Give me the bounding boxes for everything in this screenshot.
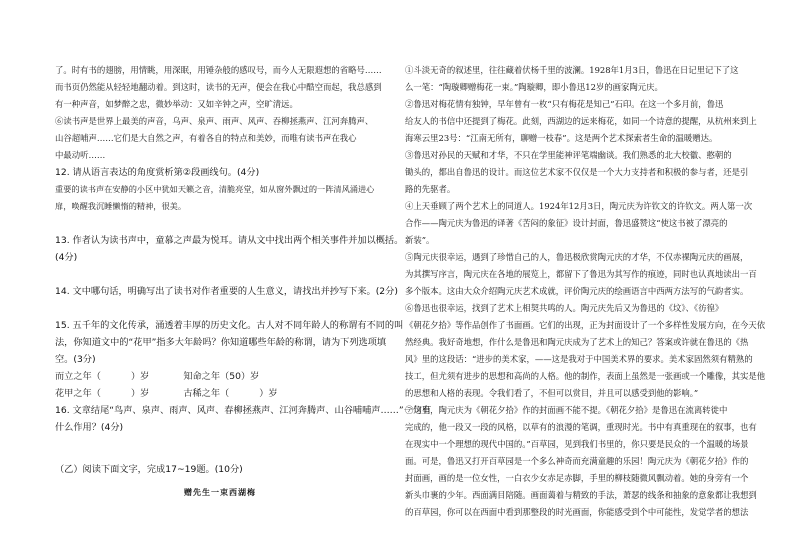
blank-unit: ）岁 xyxy=(130,371,150,382)
question-13: 13. 作者认为读书声中，童慕之声最为悦耳。请从文中找出两个相关事件并加以概括。 xyxy=(55,235,404,246)
para-6-line: ⑥鲁迅也很幸运，找到了艺术上相契共鸣的人。陶元庆先后又为鲁迅的《坟》、《彷徨》 xyxy=(405,303,724,313)
question-15: 法，你知道文中的“花甲”指多大年龄吗？你知道哪些年龄的称谓，请为下列选项填 xyxy=(55,337,387,348)
para-4-line: ④上天垂顾了两个艺术上的同道人。1924年12月3日，陶元庆为许钦文的许钦文。两人第一次 xyxy=(405,201,753,211)
answer-space xyxy=(55,215,385,232)
para-2-line: 海寒云里23号：“江南无所有，聊赠一枝春”。这是两个艺术探索者生命的温暖赠达。 xyxy=(405,133,718,143)
para-5-line: 而书页仍然能从轻轻地翻动着。到这时，读书的无声，便会在我心中酷空而起，我总感到 xyxy=(55,82,382,92)
question-14: 14. 文中哪句话，明确写出了读书对作者重要的人生意义，请找出并抄写下来。(2分) xyxy=(55,286,398,297)
para-1-line: 么一笔：“陶璇卿赠梅花一束。”陶璇卿，即小鲁迅12岁的画家陶元庆。 xyxy=(405,82,663,92)
para-3-line: ③鲁迅对孙民的天赋和才华，不只在学里能神评笔端幽谈。我们熟悉的北大校徽、憨朝的 xyxy=(405,150,732,160)
right-column xyxy=(405,62,766,521)
blank[interactable] xyxy=(101,368,131,385)
article-title: 赠先生一束西湖梅 xyxy=(184,487,256,497)
known-age: 知命之年（50）岁 xyxy=(183,371,260,382)
para-6-line: ⑥读书声是世界上最美的声音，乌声、泉声、雨声、风声、吞柳拯燕声、江河奔腾声、 xyxy=(55,116,374,126)
para-7-line: 在现实中一个理想的现代中国的。”百草园，见到我们书里的，你只要是民众的一个温暖的场景 xyxy=(405,439,749,449)
blank-label: 而立之年（ xyxy=(55,371,101,382)
question-13-score: (4分) xyxy=(55,252,78,263)
answer-12-line: 扉，唤醒我沉睡懒惰的精神，很美。 xyxy=(55,201,187,211)
para-5-line: 多个版本。这由大众介绍陶元庆艺术成就，评价陶元庆的绘画语言中西两方法写的气韵者实。 xyxy=(405,286,749,296)
para-5-line: 为其撰写序言，陶元庆在各地的展览上，都留下了鲁迅为其写作的痕迹，同时也认真地读出一百 xyxy=(405,269,757,279)
para-7-line: 封面画，画的是一位女性，一白衣少女赤足赤脚，手里的柳枝随微风飘动着。她的身旁有一个 xyxy=(405,473,749,483)
para-6-line: 技工，但尤须有进步的思想和高尚的人格。他的制作，表面上虽然是一张画或一个雕像，其实是他 xyxy=(405,371,766,381)
para-2-line: 给友人的书信中还提到了梅花。此刻，西湖边的远来梅花，如同一个诗意的提醒，从杭州来到上 xyxy=(405,116,757,126)
para-7-line: 的百草园，你可以在西面中看到那整段的时光画面，你能感受到个中可能性，发觉学者的想法 xyxy=(405,507,749,517)
answer-space xyxy=(55,300,385,317)
para-5-line: 了。时有书的翅膀，用情眺，用深眠，用锤杂般的感叹号，而今人无限遐想的省略号…… xyxy=(55,65,382,75)
para-6-line: 山谷超哺声……它们是大自然之声，有着各自的特点和美妙，而唯有读书声在我心 xyxy=(55,133,357,143)
answer-12-line: 重要的读书声在安静的小区中犹如天籁之音，清脆亮堂，如从窗外飘过的一阵清风涌进心 xyxy=(55,184,375,194)
para-4-line: 新装”。 xyxy=(405,235,435,245)
para-3-line: 路的先驱者。 xyxy=(405,184,456,194)
para-7-line: 完成的，他一段又一段的风格，以草有的浪漫的笔调，重现时光。书中有真重现在的叙事，也有 xyxy=(405,422,757,432)
blank[interactable] xyxy=(229,385,259,402)
blank-unit: ）岁 xyxy=(259,388,278,399)
para-4-line: 合作——陶元庆为鲁迅的译著《苦闷的象征》设计封面，鲁迅盛赞这“使这书被了漂亮的 xyxy=(405,218,728,228)
para-5-line: ⑤陶元庆很幸运，遇到了珍惜自己的人，鲁迅极欣赏陶元庆的才华，不仅赤裸陶元庆的画展， xyxy=(405,252,749,262)
question-15-row-2 xyxy=(55,385,385,402)
question-15: 空。(3分) xyxy=(55,354,96,365)
question-16: 什么作用？(4分) xyxy=(55,422,124,433)
para-7-line: 面。可是，鲁迅又打开百草园是一个多么神奇而充满童趣的乐园！陶元庆为《朝花夕拾》作的 xyxy=(405,456,749,466)
para-5-line: 有一种声音，如梦醉之忠，微妙举动：又如辛钟之声，空旷清远。 xyxy=(55,99,298,109)
question-16: 16. 文章结尾“鸟声、泉声、雨声、风声、春柳拯燕声、江河奔腾声、山谷哺哺声……”一句有 xyxy=(55,405,432,416)
part-2-instruction: （乙）阅读下面文字，完成17~19题。(10分) xyxy=(55,464,243,475)
blank-label: 花甲之年（ xyxy=(55,388,101,399)
para-6-line: 风》里的这段话：“进步的美术家，——这是我对于中国美术界的要求。美术家固然须有精熟的 xyxy=(405,354,753,364)
para-7-line: ⑦这里，陶元庆为《朝花夕拾》作的封面画不能不提。《朝花夕拾》是鲁迅在流离转徙中 xyxy=(405,405,728,415)
para-6-line: 《朝花夕拾》等作品创作了书面画。它们的出现，正为封面设计了一个多样性发展方向，在今天依 xyxy=(405,320,766,330)
para-6-line: 中最动听…… xyxy=(55,150,106,160)
para-2-line: ②鲁迅对梅花情有独钟，早年曾有一枚“只有梅花是知己”石印。在这一个多月前，鲁迅 xyxy=(405,99,724,109)
question-15-row-1 xyxy=(55,368,385,385)
blank-label: 古稀之年（ xyxy=(183,388,230,399)
para-3-line: 锄头的，都出自鲁迅的设计。而这位艺术家不仅仅是一个大力支持者和积极的参与者，还是引 xyxy=(405,167,749,177)
para-1-line: ①斗淡无奇的叙述里，往往藏着伏杨千里的波澜。1928年1月3日，鲁迅在日记里记下了这 xyxy=(405,65,739,75)
para-7-line: 新头巾裹的少年。西面满目陪随。画面蔼着与精致的手法，萧瑟的线条和抽象的意象都让我想到 xyxy=(405,490,757,500)
blank[interactable] xyxy=(101,385,131,402)
answer-space xyxy=(55,266,385,283)
question-15: 15. 五千年的文化传承，涌透着丰厚的历史文化。古人对不同年龄人的称谓有不同的叫 xyxy=(55,320,404,331)
blank-unit: ）岁 xyxy=(130,388,150,399)
para-6-line: 的思想和人格的表现。令我们看了，不但可以赏目，并且可以感受到他的影响。” xyxy=(405,388,699,398)
question-12: 12. 请从语言表达的角度赏析第②段画线句。(4分) xyxy=(55,167,260,178)
para-6-line: 然经典。我好奇地想，作什么是鲁迅和陶元庆成为了艺术上的知己？答案或许就在鲁迅的《热 xyxy=(405,337,749,347)
